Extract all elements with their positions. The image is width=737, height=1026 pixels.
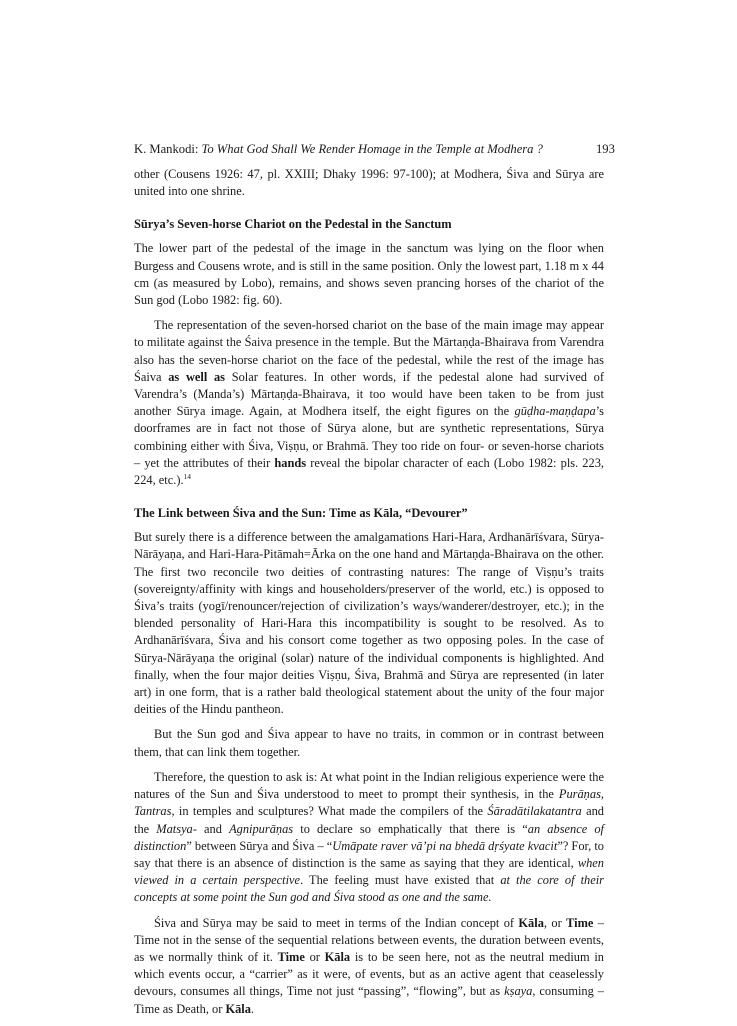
header-author: K. Mankodi: <box>134 142 202 156</box>
paragraph-continuation: other (Cousens 1926: 47, pl. XXIII; Dhaky 1996: 97-100); at Modhera, Śiva and Sūrya are united into one shrine. <box>134 167 604 199</box>
article-body <box>134 166 604 1026</box>
running-header <box>134 141 615 157</box>
paragraph-amalgamations: But surely there is a difference between the amalgamations Hari-Hara, Ardhanārīśvara, Sūrya-Nārāyaṇa, and Hari-Hara-Pitāmah=Ārka on the one hand and Mārtaṇḍa-Bhairava on the other. The first two reconcile two deities of contrasting natures: The range of Viṣṇu’s traits (sovereignty/affinity with kings and householders/preserver of the world, etc.) is opposed to Śiva’s traits (yogī/renouncer/rejection of civilization’s ways/wanderer/destroyer, etc.); in the blended personality of Hari-Hara this incompatibility is sought to be resolved. As to Ardhanārīśvara, Śiva and his consort come together as two opposing poles. In the case of Sūrya-Nārāyaṇa the original (solar) nature of the individual components is highlighted. And finally, when the four major deities Viṣṇu, Śiva, Brahmā and Sūrya are represented (in later art) in one form, that is a rather bald theological statement about the unity of the four major deities of the Hindu pantheon. <box>134 530 604 717</box>
footnote-ref-14: 14 <box>183 471 192 481</box>
section-heading-time-as-kala: The Link between Śiva and the Sun: Time as Kāla, “Devourer” <box>134 506 468 521</box>
header-article-title: To What God Shall We Render Homage in the Temple at Modhera ? <box>201 142 543 156</box>
page-number: 193 <box>596 142 615 156</box>
section-heading-chariot: Sūrya’s Seven-horse Chariot on the Pedestal in the Sanctum <box>134 217 452 232</box>
paragraph-question: Therefore, the question to ask is: At what point in the Indian religious experience were the natures of the Sun and Śiva understood to meet to prompt their synthesis, in the Purāṇas, Tantras, in temples and sculptures? What made the compilers of the Śāradātilakatantra and the Matsya- and Agnipurāṇas to declare so emphatically that there is “an absence of distinction” between Sūrya and Śiva – “Umāpate raver vā’pi na bhedā dṛśyate kvacit”? For, to say that there is an absence of distinction is the same as saying that they are identical, when viewed in a certain perspective. The feeling must have existed that at the core of their concepts at some point the Sun god and Śiva stood as one and the same. <box>134 769 604 905</box>
paragraph-no-traits: But the Sun god and Śiva appear to have no traits, in common or in contrast between them, that can link them together. <box>134 727 604 759</box>
paragraph-kala: Śiva and Sūrya may be said to meet in terms of the Indian concept of Kāla, or Time – Time not in the sense of the sequential relations between events, the duration between events, as we normally think of it. Time or Kāla is to be seen here, not as the neutral medium in which events occur, a “carrier” as it were, of events, but as an active agent that ceaselessly devours, consumes all things, Time not just “passing”, “flowing”, but as kṣaya, consuming – Time as Death, or Kāla. <box>134 915 604 1016</box>
paragraph-pedestal: The lower part of the pedestal of the image in the sanctum was lying on the floor when Burgess and Cousens wrote, and is still in the same position. Only the lowest part, 1.18 m x 44 cm (as measured by Lobo), remains, and shows seven prancing horses of the chariot of the Sun god (Lobo 1982: fig. 60). <box>134 241 604 308</box>
paragraph-seven-horse-chariot: The representation of the seven-horsed chariot on the base of the main image may appear to militate against the Śaiva presence in the temple. But the Mārtaṇḍa-Bhairava from Varendra also has the seven-horse chariot on the face of the pedestal, while the rest of the image has Śaiva as well as Solar features. In other words, if the pedestal alone had survived of Varendra’s (Manda’s) Mārtaṇḍa-Bhairava, it too would have been taken to be from just another Sūrya image. Again, at Modhera itself, the eight figures on the gūḍha-maṇḍapa’s doorframes are in fact not those of Sūrya alone, but are synthetic representations, Sūrya combining either with Śiva, Viṣṇu, or Brahmā. They too ride on four- or seven-horse chariots – yet the attributes of their hands reveal the bipolar character of each (Lobo 1982: pls. 223, 224, etc.).$^{14}$ <box>134 318 604 488</box>
